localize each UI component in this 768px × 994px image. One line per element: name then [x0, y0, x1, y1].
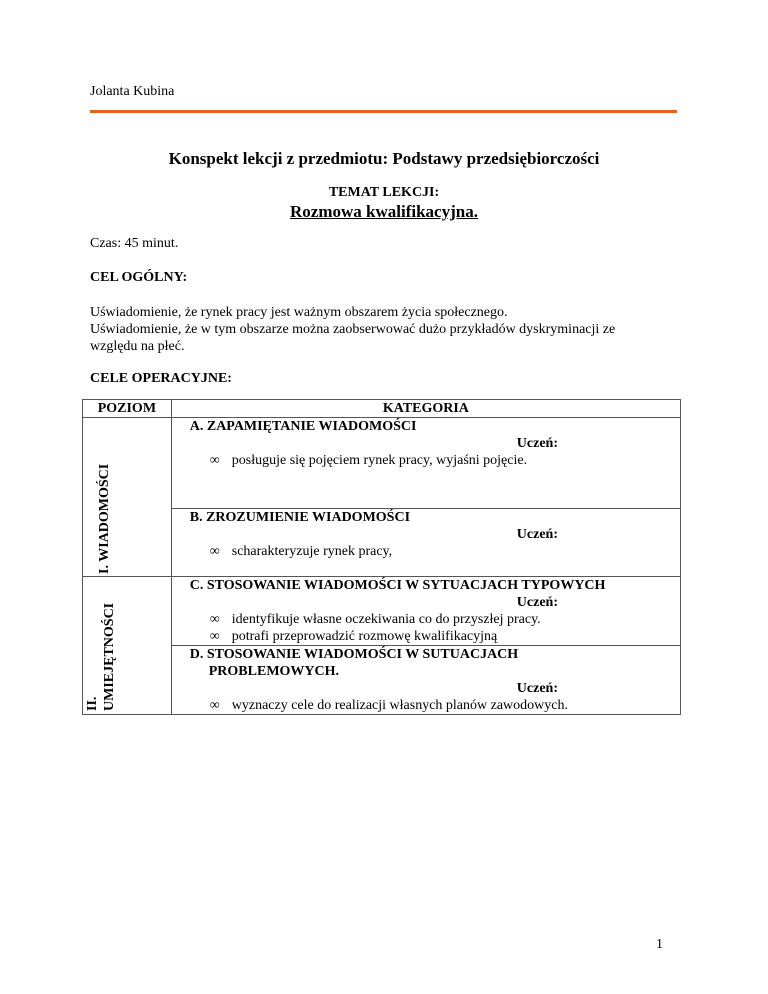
general-goal-heading: CEL OGÓLNY: — [90, 270, 188, 285]
category-b-title: B. ZROZUMIENIE WIADOMOŚCI — [189, 510, 411, 525]
general-goal-text — [90, 304, 690, 355]
uczen-label: Uczeń: — [516, 681, 558, 696]
infinity-bullet-icon: ∞ — [209, 629, 220, 644]
uczen-label: Uczeń: — [516, 595, 558, 610]
infinity-bullet-icon: ∞ — [209, 544, 220, 559]
document-title: Konspekt lekcji z przedmiotu: Podstawy przedsiębiorczości — [168, 149, 600, 168]
uczen-label: Uczeń: — [516, 527, 558, 542]
level-wiadomosci — [83, 418, 172, 577]
list-item: ∞ scharakteryzuje rynek pracy, — [209, 544, 393, 559]
list-item: ∞ posługuje się pojęciem rynek pracy, wyjaśni pojęcie. — [209, 453, 528, 468]
category-d-title: D. STOSOWANIE WIADOMOŚCI W SUTUACJACH PROBLEMOWYCH. — [189, 647, 519, 679]
goal-line: Uświadomienie, że rynek pracy jest ważnym obszarem życia społecznego. — [90, 305, 508, 320]
page-number: 1 — [656, 937, 663, 952]
level1-label: I. WIADOMOŚCI — [97, 463, 112, 574]
category-d — [171, 646, 680, 715]
uczen-label: Uczeń: — [516, 436, 558, 451]
category-c-title: C. STOSOWANIE WIADOMOŚCI W SYTUACJACH TYPOWYCH — [189, 578, 606, 593]
operational-goals-heading: CELE OPERACYJNE: — [90, 371, 232, 386]
author-name: Jolanta Kubina — [90, 84, 175, 99]
infinity-bullet-icon: ∞ — [209, 698, 220, 713]
table-row — [83, 646, 681, 715]
category-a — [171, 418, 680, 509]
infinity-bullet-icon: ∞ — [209, 612, 220, 627]
category-a-title: A. ZAPAMIĘTANIE WIADOMOŚCI — [189, 419, 417, 434]
topic-label: TEMAT LEKCJI: — [328, 185, 440, 200]
goal-line: względu na płeć. — [90, 339, 185, 354]
table-row — [83, 418, 681, 509]
infinity-bullet-icon: ∞ — [209, 453, 220, 468]
topic-title: Rozmowa kwalifikacyjna. — [290, 202, 478, 221]
header-poziom: POZIOM — [83, 400, 172, 418]
category-b — [171, 509, 680, 577]
level-umiejetnosci — [83, 577, 172, 715]
list-item: ∞ identyfikuje własne oczekiwania co do przyszłej pracy. — [209, 612, 541, 627]
list-item: ∞ potrafi przeprowadzić rozmowę kwalifikacyjną — [209, 629, 498, 644]
duration: Czas: 45 minut. — [90, 236, 179, 251]
table-row — [83, 577, 681, 646]
level2-label: UMIEJĘTNOŚCI — [102, 602, 117, 711]
category-c — [171, 577, 680, 646]
table-header-row — [83, 400, 681, 418]
header-kategoria: KATEGORIA — [171, 400, 680, 418]
table-row — [83, 509, 681, 577]
list-item: ∞ wyznaczy cele do realizacji własnych planów zawodowych. — [209, 698, 568, 713]
header-rule — [90, 110, 677, 113]
level2-label-num: II. — [85, 696, 100, 711]
goal-line: Uświadomienie, że w tym obszarze można zaobserwować dużo przykładów dyskryminacji ze — [90, 322, 616, 337]
goals-table — [82, 399, 681, 715]
